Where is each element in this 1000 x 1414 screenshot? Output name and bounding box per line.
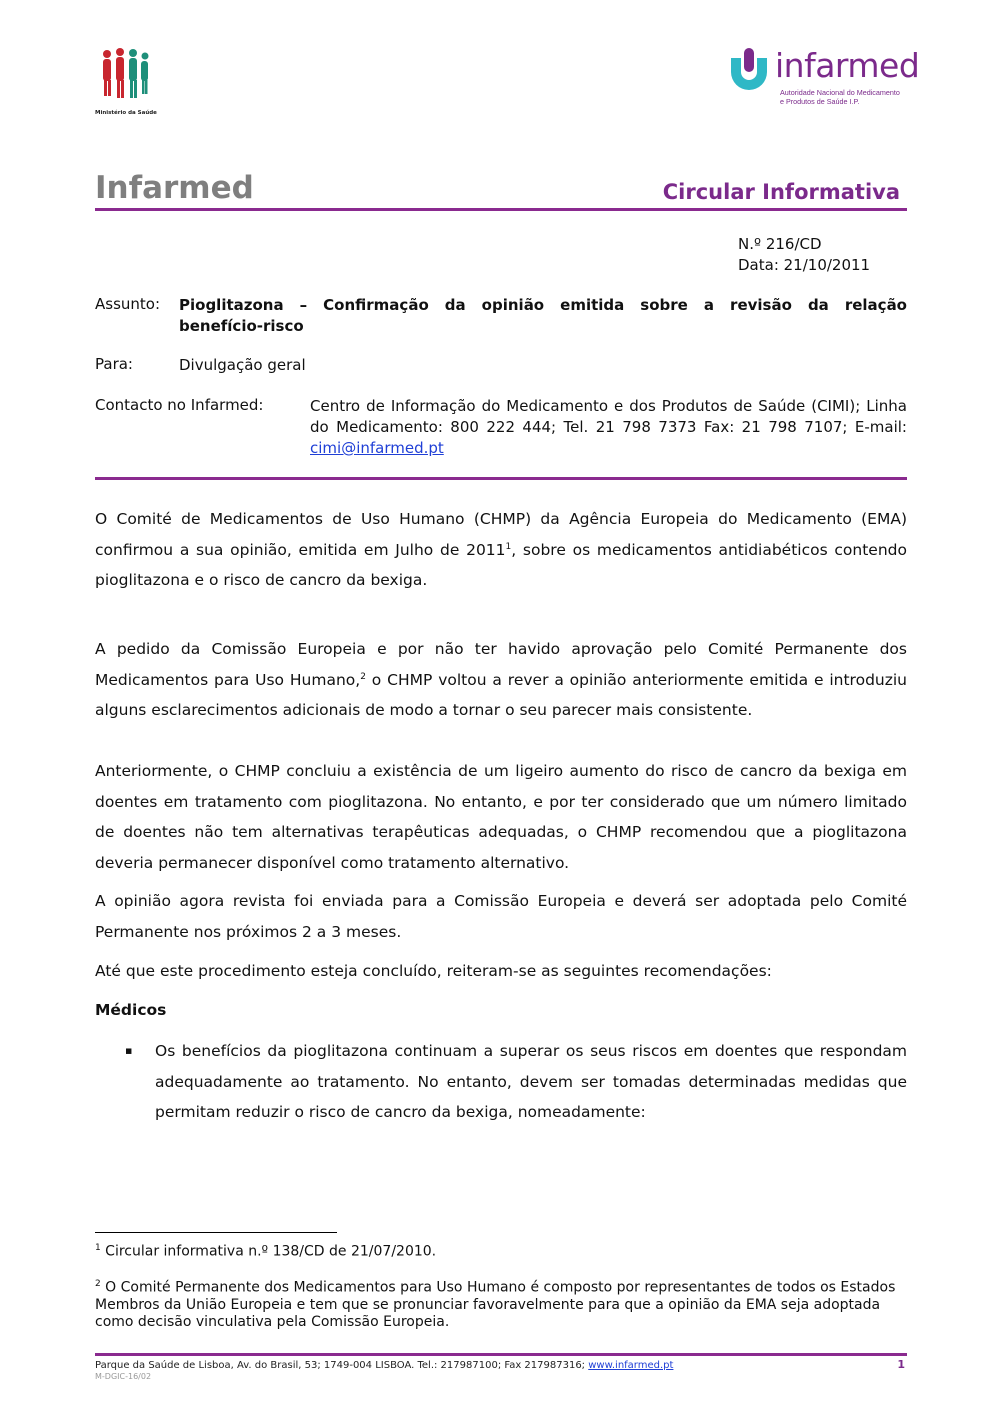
circular-number: N.º 216/CD: [738, 235, 822, 253]
footnote-ref-1[interactable]: 1: [505, 541, 512, 552]
footnote-1: [95, 1240, 907, 1261]
circular-meta: [738, 234, 870, 276]
ministerio-figures-icon: [95, 46, 155, 108]
document-type: Circular Informativa: [662, 180, 900, 204]
paragraph-1-text-a: O Comité de Medicamentos de Uso Humano (CHMP) da Agência Europeia do Medicamento (EMA) confirmou a sua opinião, emitida em Julho de 2011: [95, 510, 907, 559]
paragraph-2-text-b: o CHMP voltou a rever a opinião anteriormente emitida e introduziu alguns esclarecimentos adicionais de modo a tornar o seu parecer mais consistente.: [95, 670, 908, 719]
header-rule: [95, 208, 907, 211]
paragraph-4: A opinião agora revista foi enviada para a Comissão Europeia e deverá ser adoptada pelo Comité Permanente nos próximos 2 a 3 meses.: [95, 892, 907, 941]
page-number: 1: [897, 1358, 905, 1371]
contact-text: Centro de Informação do Medicamento e dos Produtos de Saúde (CIMI); Linha do Medicamento: 800 222 444; Tel. 21 798 7373 Fax: 21 798 7107; E-mail:: [310, 397, 907, 436]
contact-value: [310, 396, 907, 459]
circular-date: Data: 21/10/2011: [738, 256, 871, 274]
footnote-2: [95, 1276, 907, 1331]
footer-website-link[interactable]: www.infarmed.pt: [588, 1360, 674, 1371]
footer-form-code: M-DGIC-16/02: [95, 1372, 152, 1381]
footnote-ref-2[interactable]: 2: [360, 671, 366, 682]
section-rule: [95, 477, 907, 480]
contact-email-link[interactable]: cimi@infarmed.pt: [310, 439, 444, 457]
to-label: Para:: [95, 355, 133, 373]
footnote-2-number: 2: [95, 1279, 101, 1289]
paragraph-5: Até que este procedimento esteja concluído, reiteram-se as seguintes recomendações:: [95, 962, 772, 980]
subject-label: Assunto:: [95, 295, 161, 313]
footer-address-text: Parque da Saúde de Lisboa, Av. do Brasil, 53; 1749-004 LISBOA. Tel.: 217987100; Fax 217987316;: [95, 1360, 586, 1371]
bullet-marker: ▪: [125, 1044, 133, 1057]
infarmed-wordmark: infarmed: [775, 46, 920, 85]
ministerio-caption: Ministério da Saúde: [95, 110, 157, 116]
bullet-item-1: Os benefícios da pioglitazona continuam a superar os seus riscos em doentes que respondam adequadamente ao tratamento. No entanto, devem ser tomadas determinadas medidas que permitam reduzir o risco de cancro da bexiga, nomeadamente:: [155, 1042, 907, 1121]
subject-value: [179, 295, 907, 337]
infarmed-subtitle-line2: e Produtos de Saúde I.P.: [780, 97, 860, 106]
paragraph-2-text-a: A pedido da Comissão Europeia e por não ter havido aprovação pelo Comité Permanente dos Medicamentos para Uso Humano,: [95, 640, 907, 689]
infarmed-subtitle-line1: Autoridade Nacional do Medicamento: [780, 88, 900, 97]
paragraph-1: [95, 504, 907, 596]
contact-label: Contacto no Infarmed:: [95, 396, 264, 414]
footer-rule: [95, 1353, 907, 1356]
subject-line-1: Pioglitazona – Confirmação da opinião emitida sobre a revisão da relação: [179, 296, 907, 314]
paragraph-3: Anteriormente, o CHMP concluiu a existência de um ligeiro aumento do risco de cancro da bexiga em doentes em tratamento com pioglitazona. No entanto, e por ter considerado que um número limitado de doentes não tem alternativas terapêuticas adequadas, o CHMP recomendou que a pioglitazona deveria permanecer disponível como tratamento alternativo.: [95, 762, 907, 872]
infarmed-logo: [725, 46, 925, 116]
paragraph-2: [95, 634, 907, 726]
footnote-separator: [95, 1232, 337, 1233]
paragraph-1-text-b: , sobre os medicamentos antidiabéticos contendo pioglitazona e o risco de cancro da bexiga.: [95, 540, 907, 589]
footnote-1-number: 1: [95, 1243, 101, 1253]
infarmed-symbol-icon: [725, 46, 773, 94]
ministerio-da-saude-logo: [95, 46, 175, 118]
footnote-2-text: O Comité Permanente dos Medicamentos para Uso Humano é composto por representantes de todos os Estados Membros da União Europeia e tem que se pronunciar favoravelmente para que a opinião da EMA seja adoptada como decisão vinculativa pela Comissão Europeia.: [95, 1279, 896, 1330]
infarmed-subtitle: [780, 88, 900, 106]
footnote-1-text: Circular informativa n.º 138/CD de 21/07/2010.: [100, 1243, 437, 1260]
subject-line-2: benefício-risco: [179, 317, 304, 335]
medicos-heading: Médicos: [95, 1001, 167, 1019]
footer-address: [95, 1360, 673, 1371]
to-value: Divulgação geral: [179, 356, 306, 374]
brand-title: Infarmed: [95, 170, 254, 206]
